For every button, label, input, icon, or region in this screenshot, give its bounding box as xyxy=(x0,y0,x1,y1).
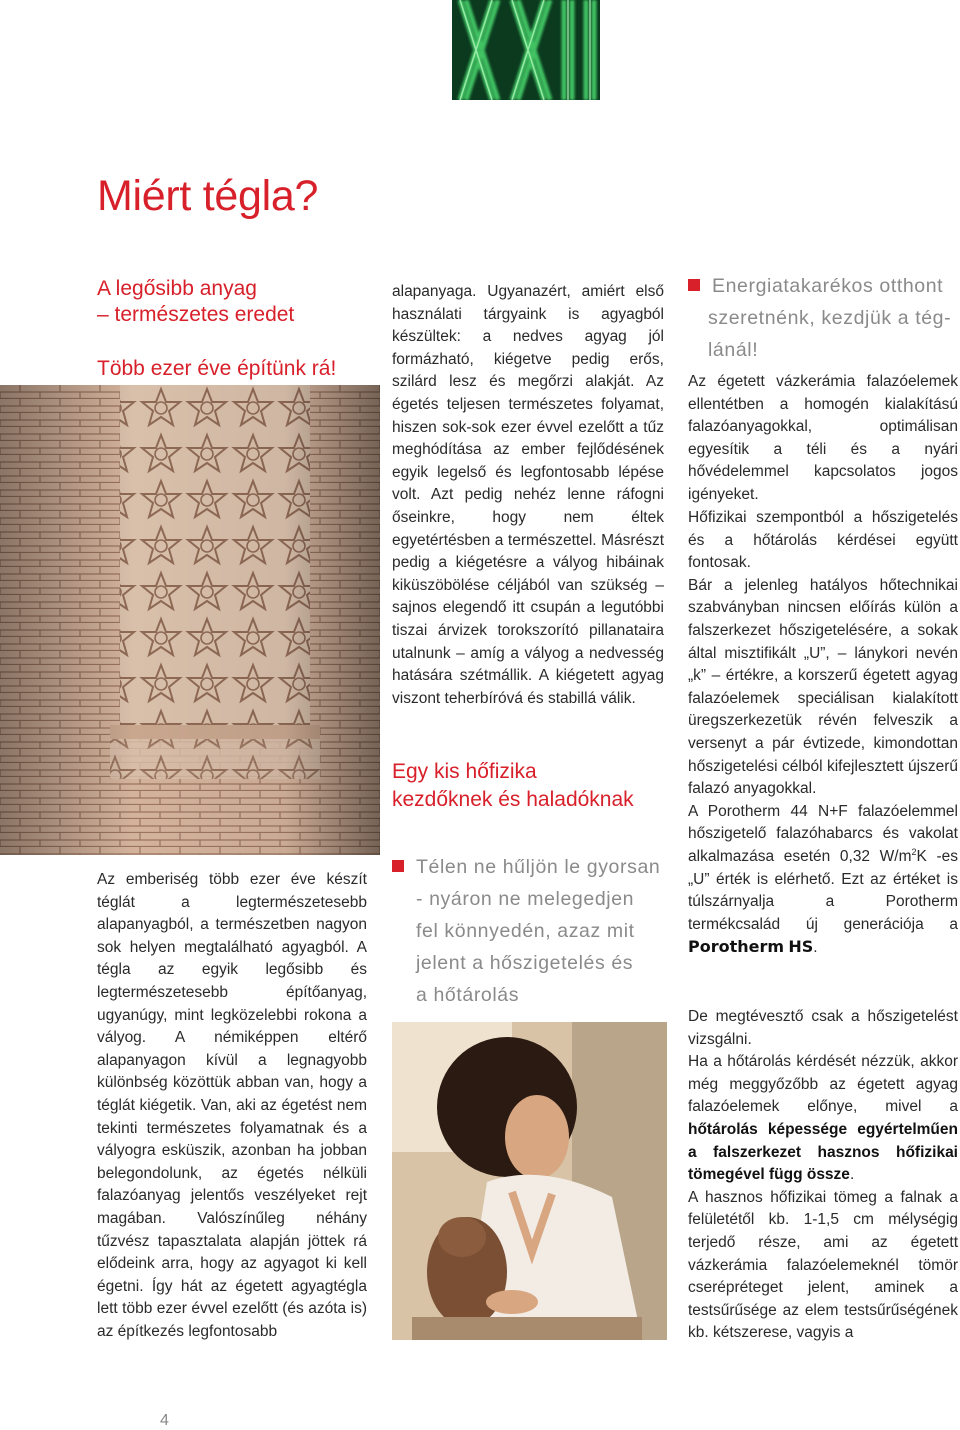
paragraph: De megtévesztő csak a hőszigetelést vizsgálni. xyxy=(688,1008,958,1048)
red-square-bullet-icon xyxy=(688,279,700,291)
sentence-end: . xyxy=(813,939,818,957)
column-3-text-c xyxy=(688,1006,958,1345)
paragraph: Az emberiség több ezer éve készít téglát a legtermészetesebb alapanyagból, a természetben nagyon sok helyen megtalálható agyagból. A tégla az egyik legősibb és legtermészetesebb építőanyag, ugyanúgy, mint legközelebbi rokona a vályog. A némiképpen eltérő alapanyagon kívül a legnagyobb különbség közöttük abban van, hogy a téglát kiégetik. Van, aki az égetést nem tekinti természetes folyamatnak és a vályogra esküszik, azonban ha jobban belegondolunk, az égetés nélküli falazóanyag jelentős veszélyeket rejt magában. Valószínűleg néhány tűzvész tapasztalata alapján jöttek rá elődeink arra, hogy az agyagot ki kell égetni. Így hát az égetett agyagtégla lett több ezer évvel ezelőtt (és azóta is) az építkezés legfontosabb xyxy=(97,871,367,1340)
section-heading-line-2: kezdőknek és haladóknak xyxy=(392,788,634,811)
column-3-text-a xyxy=(688,371,958,507)
brand-porotherm: Porotherm xyxy=(688,937,785,957)
woman-shaping-clay-photo xyxy=(392,1022,667,1340)
lead-line-1: A legősibb anyag xyxy=(97,277,257,300)
paragraph xyxy=(688,1051,958,1187)
paragraph xyxy=(688,801,958,960)
thermal-text-a: Ha a hőtárolás kérdését nézzük, akkor még meggyőzőbb az égetett agyag falazóelemek előnye, mivel a xyxy=(688,1053,958,1116)
subheading-line-4: jelent a hőszigetelés és xyxy=(416,952,634,974)
red-square-bullet-icon xyxy=(392,860,404,872)
subheading-line-1: Télen ne hűljön le gyorsan xyxy=(416,856,661,878)
paragraph: Bár a jelenleg hatályos hőtechnikai szabványban nincsen előírás külön a falszerkezet hőszigetelésére, a sokak által misztifikált „U”, – lánykori nevén „k” – értékre, a korszerű égetett agyag falazóelemek speciálisan kialakított üregszerkezetük révén felveszik a versenyt a pár évtizede, kimondottan hőszigetelési célból kifejlesztett újszerű falazó anyagokkal. xyxy=(688,576,958,798)
energy-heading-line-3: lánál! xyxy=(708,339,759,361)
porotherm-text-a: A Porotherm 44 N+F falazóelemmel hőszigetelő falazóhabarcs és vakolat alkalmazása esetén 0,32 W/m xyxy=(688,802,958,865)
thermal-text-bold: hőtárolás képessége egyértelműen a falszerkezet hasznos hőfizikai tömegével függ össze xyxy=(688,1120,958,1184)
paragraph: Az égetett vázkerámia falazóelemek ellentétben a homogén kialakítású falazóanyagokkal, optimálisan egyesítik a téli és a nyári hővédelemmel kapcsolatos jogos igényeket. xyxy=(688,373,958,503)
brand-hs: HS xyxy=(788,937,814,957)
energy-heading-line-1: Energiatakarékos otthont xyxy=(712,275,944,297)
subheading-line-3: fel könnyedén, azaz mit xyxy=(416,920,635,942)
subheading-line-2: - nyáron ne melegedjen xyxy=(416,888,635,910)
porotherm-text-b: K -es „U” érték is elérhető. Ezt az értéket is túlszárnyalja a Porotherm termékcsalád új generációja a xyxy=(688,847,959,933)
energy-heading-line-2: szeretnénk, kezdjük a tég- xyxy=(708,307,952,329)
subheading-winter-summer xyxy=(392,851,682,1011)
superscript: 2 xyxy=(911,846,917,857)
section-heading xyxy=(392,758,672,814)
page-title: Miért tégla? xyxy=(97,172,319,220)
lead-line-2: – természetes eredet xyxy=(97,303,295,326)
logo xyxy=(452,0,600,100)
column-3-text-b xyxy=(688,507,958,960)
lead-subheading: Több ezer éve építünk rá! xyxy=(97,357,337,380)
paragraph: alapanyaga. Ugyanazért, amiért első használati tárgyaink is agyagból készültek: a nedves agyag jól formázható, kiégetve pedig erős, szilárd lesz és megőrzi alakját. Az égetés teljesen természetes folyamat, hiszen sok-sok ezer évvel ezelőtt a tűz meghódítása az ember fejlődésének egyik legelső és legfontosabb lépése volt. Azt pedig nehéz lenne ráfogni őseinkre, hogy nem éltek egyetértésben a természettel. Másrészt pedig a kiégetésre a vályog hibáinak kiküszöbölése céljából van szükség – sajnos elegendő itt csupán a legutóbbi tiszai árvizek torokszorító pillanataira utalnunk – amíg a vályog a nedvesség hatására szétmállik. A kiégetett agyag viszont teherbíróvá és stabillá válik. xyxy=(392,283,664,707)
column-1-text xyxy=(97,869,367,1343)
carved-brick-column-photo xyxy=(0,385,380,855)
subheading-line-5: a hőtárolás xyxy=(416,984,520,1006)
energy-heading xyxy=(688,270,960,366)
page-number: 4 xyxy=(160,1412,169,1429)
lead-heading xyxy=(97,276,357,328)
paragraph: A hasznos hőfizikai tömeg a falnak a felületétől kb. 1-1,5 cm mélységig terjedő része, ami az égetett vázkerámia falazóelemeknél tömör cserépréteget jelent, aminek a testsűrűsége az elem testsűrűségének kb. kétszerese, vagyis a xyxy=(688,1188,958,1342)
section-heading-line-1: Egy kis hőfizika xyxy=(392,760,537,783)
column-2-text xyxy=(392,281,664,710)
roman-numeral-logo-icon xyxy=(452,0,600,100)
paragraph: Hőfizikai szempontból a hőszigetelés és a hőtárolás kérdései együtt fontosak. xyxy=(688,509,958,572)
sentence-end: . xyxy=(849,1166,855,1184)
